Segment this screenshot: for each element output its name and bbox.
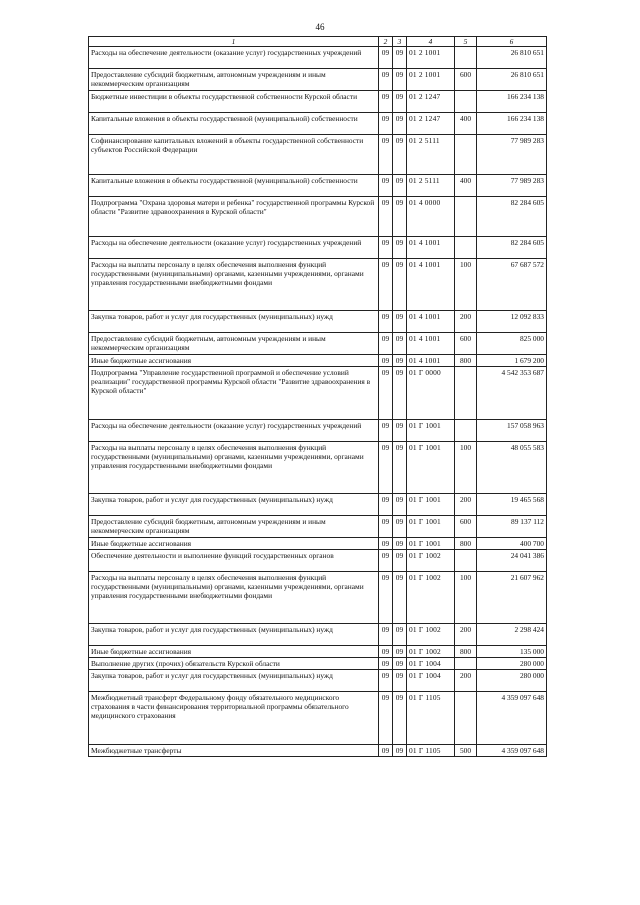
table-row (89, 197, 547, 237)
table-row (89, 113, 547, 135)
subsection-code-cell: 09 (393, 745, 407, 757)
section-code-cell: 09 (379, 237, 393, 259)
subsection-code-cell: 09 (393, 47, 407, 69)
column-number: 2 (379, 37, 393, 47)
amount-cell: 400 700 (477, 538, 547, 550)
amount-cell: 67 687 572 (477, 259, 547, 311)
section-code-cell: 09 (379, 135, 393, 175)
table-row (89, 516, 547, 538)
expense-name-cell: Подпрограмма "Охрана здоровья матери и ребенка" государственной программы Курской области "Развитие здравоохранения в Курской области" (89, 197, 379, 237)
column-number: 5 (455, 37, 477, 47)
subsection-code-cell: 09 (393, 494, 407, 516)
table-row (89, 624, 547, 646)
subsection-code-cell: 09 (393, 355, 407, 367)
target-article-cell: 01 Г 1105 (407, 745, 455, 757)
section-code-cell: 09 (379, 420, 393, 442)
page-number: 46 (315, 22, 325, 32)
section-code-cell: 09 (379, 442, 393, 494)
expense-type-cell: 200 (455, 311, 477, 333)
amount-cell: 280 000 (477, 670, 547, 692)
target-article-cell: 01 2 1247 (407, 91, 455, 113)
section-code-cell: 09 (379, 692, 393, 745)
subsection-code-cell: 09 (393, 624, 407, 646)
subsection-code-cell: 09 (393, 113, 407, 135)
table-row (89, 47, 547, 69)
subsection-code-cell: 09 (393, 538, 407, 550)
target-article-cell: 01 Г 1004 (407, 670, 455, 692)
table-row (89, 367, 547, 420)
section-code-cell: 09 (379, 113, 393, 135)
expense-name-cell: Выполнение других (прочих) обязательств Курской области (89, 658, 379, 670)
subsection-code-cell: 09 (393, 420, 407, 442)
amount-cell: 48 055 583 (477, 442, 547, 494)
column-number: 4 (407, 37, 455, 47)
subsection-code-cell: 09 (393, 367, 407, 420)
target-article-cell: 01 Г 1001 (407, 538, 455, 550)
section-code-cell: 09 (379, 745, 393, 757)
subsection-code-cell: 09 (393, 311, 407, 333)
subsection-code-cell: 09 (393, 333, 407, 355)
target-article-cell: 01 2 1001 (407, 47, 455, 69)
subsection-code-cell: 09 (393, 69, 407, 91)
target-article-cell: 01 Г 1001 (407, 516, 455, 538)
target-article-cell: 01 2 5111 (407, 175, 455, 197)
table-row (89, 572, 547, 624)
section-code-cell: 09 (379, 516, 393, 538)
target-article-cell: 01 Г 1002 (407, 572, 455, 624)
table-row (89, 135, 547, 175)
expense-type-cell: 800 (455, 646, 477, 658)
subsection-code-cell: 09 (393, 658, 407, 670)
table-row (89, 69, 547, 91)
expense-name-cell: Обеспечение деятельности и выполнение функций государственных органов (89, 550, 379, 572)
expense-type-cell: 100 (455, 259, 477, 311)
subsection-code-cell: 09 (393, 646, 407, 658)
expense-type-cell: 800 (455, 538, 477, 550)
table-row (89, 538, 547, 550)
table-row (89, 355, 547, 367)
amount-cell: 26 810 651 (477, 47, 547, 69)
section-code-cell: 09 (379, 197, 393, 237)
expense-name-cell: Софинансирование капитальных вложений в объекты государственной собственности субъектов Российской Федерации (89, 135, 379, 175)
expense-name-cell: Предоставление субсидий бюджетным, автономным учреждениям и иным некоммерческим организациям (89, 333, 379, 355)
target-article-cell: 01 4 1001 (407, 333, 455, 355)
target-article-cell: 01 2 5111 (407, 135, 455, 175)
expense-type-cell: 600 (455, 69, 477, 91)
expense-type-cell: 400 (455, 175, 477, 197)
expense-type-cell (455, 367, 477, 420)
budget-table (88, 36, 547, 757)
expense-type-cell: 200 (455, 670, 477, 692)
target-article-cell: 01 Г 1001 (407, 442, 455, 494)
section-code-cell: 09 (379, 646, 393, 658)
expense-name-cell: Расходы на выплаты персоналу в целях обеспечения выполнения функций государственными (муниципальными) органами, казенными учреждениями, органами управления государственными внебюджетными фондами (89, 572, 379, 624)
expense-name-cell: Закупка товаров, работ и услуг для государственных (муниципальных) нужд (89, 311, 379, 333)
target-article-cell: 01 4 1001 (407, 237, 455, 259)
expense-name-cell: Расходы на обеспечение деятельности (оказание услуг) государственных учреждений (89, 237, 379, 259)
table-row (89, 550, 547, 572)
subsection-code-cell: 09 (393, 91, 407, 113)
section-code-cell: 09 (379, 670, 393, 692)
amount-cell: 82 284 605 (477, 237, 547, 259)
target-article-cell: 01 Г 1105 (407, 692, 455, 745)
section-code-cell: 09 (379, 658, 393, 670)
expense-type-cell: 200 (455, 624, 477, 646)
expense-name-cell: Расходы на обеспечение деятельности (оказание услуг) государственных учреждений (89, 420, 379, 442)
amount-cell: 135 000 (477, 646, 547, 658)
amount-cell: 1 679 200 (477, 355, 547, 367)
expense-name-cell: Иные бюджетные ассигнования (89, 646, 379, 658)
table-row (89, 311, 547, 333)
expense-type-cell: 400 (455, 113, 477, 135)
column-number: 6 (477, 37, 547, 47)
expense-name-cell: Расходы на выплаты персоналу в целях обеспечения выполнения функций государственными (муниципальными) органами, казенными учреждениями, органами управления государственными внебюджетными фондами (89, 442, 379, 494)
expense-type-cell (455, 237, 477, 259)
section-code-cell: 09 (379, 333, 393, 355)
section-code-cell: 09 (379, 624, 393, 646)
target-article-cell: 01 Г 1002 (407, 646, 455, 658)
amount-cell: 2 298 424 (477, 624, 547, 646)
amount-cell: 157 058 963 (477, 420, 547, 442)
table-row (89, 420, 547, 442)
target-article-cell: 01 4 1001 (407, 259, 455, 311)
expense-type-cell (455, 420, 477, 442)
expense-type-cell (455, 550, 477, 572)
table-row (89, 670, 547, 692)
amount-cell: 26 810 651 (477, 69, 547, 91)
expense-type-cell: 200 (455, 494, 477, 516)
amount-cell: 21 607 962 (477, 572, 547, 624)
target-article-cell: 01 2 1247 (407, 113, 455, 135)
table-row (89, 259, 547, 311)
table-row (89, 658, 547, 670)
amount-cell: 82 284 605 (477, 197, 547, 237)
expense-name-cell: Капитальные вложения в объекты государственной (муниципальной) собственности (89, 175, 379, 197)
amount-cell: 4 542 353 687 (477, 367, 547, 420)
expense-name-cell: Капитальные вложения в объекты государственной (муниципальной) собственности (89, 113, 379, 135)
subsection-code-cell: 09 (393, 692, 407, 745)
subsection-code-cell: 09 (393, 237, 407, 259)
expense-type-cell: 600 (455, 333, 477, 355)
amount-cell: 24 041 386 (477, 550, 547, 572)
expense-type-cell (455, 197, 477, 237)
amount-cell: 4 359 097 648 (477, 745, 547, 757)
table-row (89, 333, 547, 355)
expense-name-cell: Межбюджетный трансферт Федеральному фонду обязательного медицинского страхования в части финансирования территориальной программы обязательного медицинского страхования (89, 692, 379, 745)
expense-name-cell: Предоставление субсидий бюджетным, автономным учреждениям и иным некоммерческим организациям (89, 516, 379, 538)
target-article-cell: 01 Г 1001 (407, 494, 455, 516)
target-article-cell: 01 Г 1002 (407, 624, 455, 646)
amount-cell: 4 359 097 648 (477, 692, 547, 745)
amount-cell: 19 465 568 (477, 494, 547, 516)
expense-name-cell: Закупка товаров, работ и услуг для государственных (муниципальных) нужд (89, 494, 379, 516)
target-article-cell: 01 4 0000 (407, 197, 455, 237)
table-row (89, 442, 547, 494)
expense-type-cell: 500 (455, 745, 477, 757)
subsection-code-cell: 09 (393, 135, 407, 175)
table-row (89, 175, 547, 197)
table-row (89, 692, 547, 745)
subsection-code-cell: 09 (393, 197, 407, 237)
expense-type-cell: 600 (455, 516, 477, 538)
column-number-row (89, 37, 547, 47)
expense-name-cell: Иные бюджетные ассигнования (89, 355, 379, 367)
expense-type-cell (455, 47, 477, 69)
section-code-cell: 09 (379, 538, 393, 550)
target-article-cell: 01 Г 0000 (407, 367, 455, 420)
expense-type-cell (455, 658, 477, 670)
section-code-cell: 09 (379, 550, 393, 572)
section-code-cell: 09 (379, 494, 393, 516)
amount-cell: 825 000 (477, 333, 547, 355)
target-article-cell: 01 4 1001 (407, 355, 455, 367)
section-code-cell: 09 (379, 259, 393, 311)
amount-cell: 89 137 112 (477, 516, 547, 538)
expense-name-cell: Закупка товаров, работ и услуг для государственных (муниципальных) нужд (89, 670, 379, 692)
section-code-cell: 09 (379, 69, 393, 91)
subsection-code-cell: 09 (393, 572, 407, 624)
target-article-cell: 01 Г 1002 (407, 550, 455, 572)
table-row (89, 745, 547, 757)
section-code-cell: 09 (379, 572, 393, 624)
expense-name-cell: Расходы на выплаты персоналу в целях обеспечения выполнения функций государственными (муниципальными) органами, казенными учреждениями, органами управления государственными внебюджетными фондами (89, 259, 379, 311)
expense-type-cell (455, 692, 477, 745)
column-number: 1 (89, 37, 379, 47)
amount-cell: 166 234 138 (477, 91, 547, 113)
expense-name-cell: Расходы на обеспечение деятельности (оказание услуг) государственных учреждений (89, 47, 379, 69)
section-code-cell: 09 (379, 91, 393, 113)
section-code-cell: 09 (379, 355, 393, 367)
target-article-cell: 01 2 1001 (407, 69, 455, 91)
expense-type-cell (455, 91, 477, 113)
subsection-code-cell: 09 (393, 550, 407, 572)
subsection-code-cell: 09 (393, 259, 407, 311)
target-article-cell: 01 Г 1001 (407, 420, 455, 442)
table-row (89, 237, 547, 259)
subsection-code-cell: 09 (393, 442, 407, 494)
section-code-cell: 09 (379, 367, 393, 420)
expense-name-cell: Предоставление субсидий бюджетным, автономным учреждениям и иным некоммерческим организациям (89, 69, 379, 91)
amount-cell: 166 234 138 (477, 113, 547, 135)
amount-cell: 280 000 (477, 658, 547, 670)
expense-name-cell: Бюджетные инвестиции в объекты государственной собственности Курской области (89, 91, 379, 113)
subsection-code-cell: 09 (393, 175, 407, 197)
expense-type-cell: 100 (455, 442, 477, 494)
amount-cell: 77 989 283 (477, 135, 547, 175)
expense-name-cell: Межбюджетные трансферты (89, 745, 379, 757)
amount-cell: 77 989 283 (477, 175, 547, 197)
subsection-code-cell: 09 (393, 670, 407, 692)
expense-type-cell: 800 (455, 355, 477, 367)
expense-type-cell (455, 135, 477, 175)
target-article-cell: 01 Г 1004 (407, 658, 455, 670)
section-code-cell: 09 (379, 175, 393, 197)
section-code-cell: 09 (379, 311, 393, 333)
expense-name-cell: Закупка товаров, работ и услуг для государственных (муниципальных) нужд (89, 624, 379, 646)
expense-name-cell: Иные бюджетные ассигнования (89, 538, 379, 550)
amount-cell: 12 092 833 (477, 311, 547, 333)
expense-name-cell: Подпрограмма "Управление государственной программой и обеспечение условий реализации" государственной программы Курской области "Развитие здравоохранения в Курской области" (89, 367, 379, 420)
target-article-cell: 01 4 1001 (407, 311, 455, 333)
section-code-cell: 09 (379, 47, 393, 69)
column-number: 3 (393, 37, 407, 47)
table-row (89, 91, 547, 113)
subsection-code-cell: 09 (393, 516, 407, 538)
table-row (89, 494, 547, 516)
table-row (89, 646, 547, 658)
expense-type-cell: 100 (455, 572, 477, 624)
